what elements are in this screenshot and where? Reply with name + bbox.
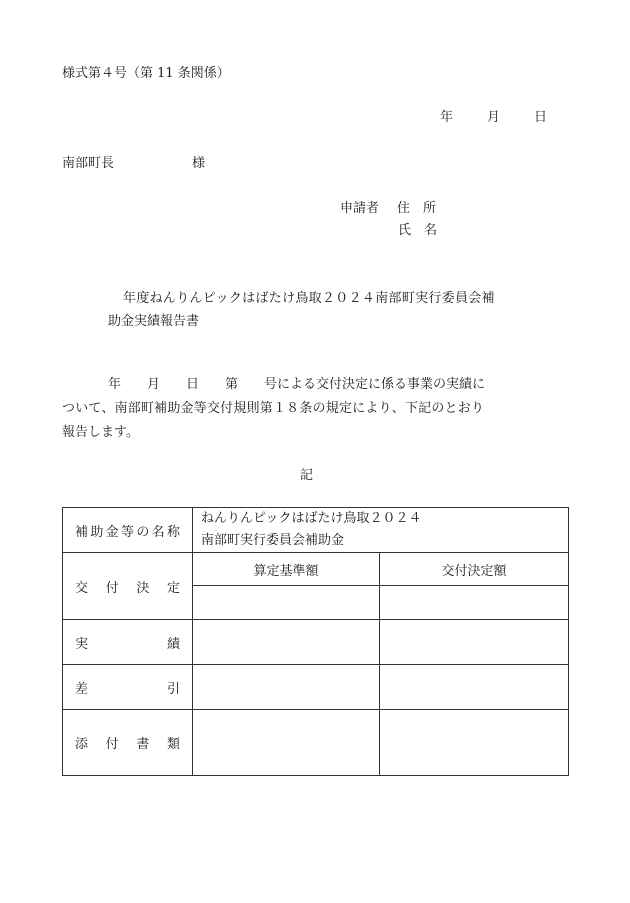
table-row-results [63, 620, 569, 665]
calc-base-amount-cell[interactable] [193, 586, 380, 620]
table-row-subsidy-name [63, 508, 569, 553]
table-row-difference [63, 665, 569, 710]
decision-label: 交 付 決 定 [63, 553, 193, 620]
body-text-line3: 報告します。 [62, 425, 139, 440]
grant-decision-amount-cell[interactable] [380, 586, 569, 620]
applicant-label: 申請者 [340, 201, 380, 216]
form-number: 様式第４号（第 11 条関係） [62, 66, 230, 81]
document-title-line1: 年度ねんりんピックはばたけ鳥取２０２４南部町実行委員会補 [123, 291, 495, 306]
applicant-address-label: 住 所 [397, 201, 437, 216]
body-text-line2: ついて、南部町補助金等交付規則第１８条の規定により、下記のとおり [62, 401, 485, 416]
subsidy-name-value-line2: 南部町実行委員会補助金 [201, 533, 345, 548]
grant-decision-amount-header: 交付決定額 [380, 553, 569, 586]
date-year-label: 年 [440, 110, 454, 125]
applicant-address-line [340, 202, 436, 215]
calc-base-amount-header: 算定基準額 [193, 553, 380, 586]
date-day-label: 日 [534, 110, 548, 125]
difference-grant-cell[interactable] [380, 665, 569, 710]
attachments-label: 添 付 書 類 [63, 710, 193, 776]
addressee-honorific: 様 [192, 156, 206, 171]
results-calc-cell[interactable] [193, 620, 380, 665]
difference-calc-cell[interactable] [193, 665, 380, 710]
addressee-name: 南部町長 [62, 156, 115, 171]
applicant-name-label: 氏 名 [398, 223, 438, 238]
results-label: 実 績 [63, 620, 193, 665]
subsidy-name-value [193, 508, 569, 553]
ki-heading: 記 [300, 468, 314, 483]
addressee [62, 157, 205, 170]
table-row-attachments [63, 710, 569, 776]
attachments-cell-1[interactable] [193, 710, 380, 776]
subsidy-name-label: 補 助 金 等 の 名 称 [63, 508, 193, 553]
table-row-decision-header [63, 553, 569, 586]
subsidy-name-value-line1: ねんりんピックはばたけ鳥取２０２４ [201, 511, 422, 526]
document-title-line2: 助金実績報告書 [108, 314, 200, 329]
difference-label: 差 引 [63, 665, 193, 710]
report-table [62, 507, 569, 776]
body-text-line1: 年 月 日 第 号による交付決定に係る事業の実績に [108, 377, 486, 392]
attachments-cell-2[interactable] [380, 710, 569, 776]
results-grant-cell[interactable] [380, 620, 569, 665]
date-month-label: 月 [487, 110, 501, 125]
date-field [440, 111, 547, 124]
